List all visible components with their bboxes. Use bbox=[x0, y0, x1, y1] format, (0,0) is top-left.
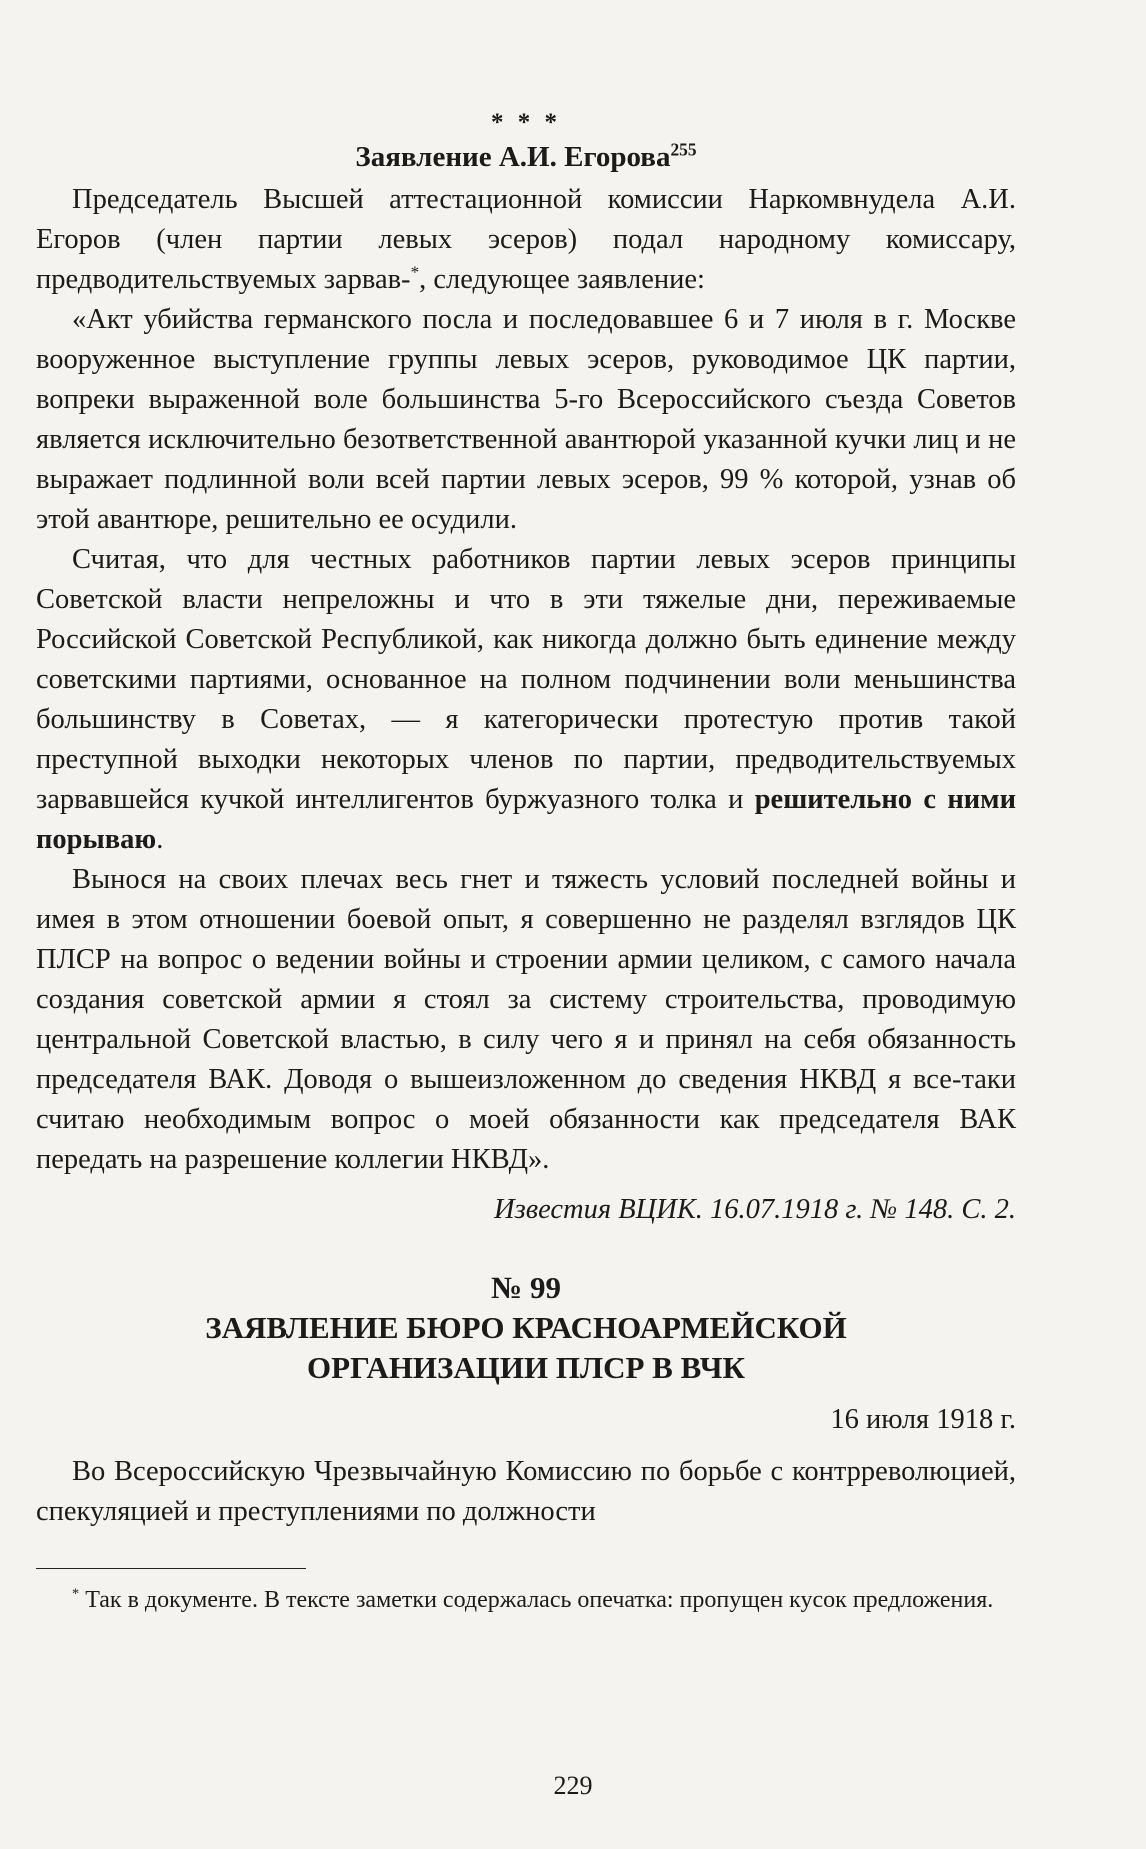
source-citation: Известия ВЦИК. 16.07.1918 г. № 148. С. 2. bbox=[494, 1194, 1016, 1225]
intro-paragraph bbox=[36, 180, 1016, 300]
page-number: 229 bbox=[553, 1771, 593, 1800]
document-number: № 99 bbox=[491, 1270, 561, 1305]
statement-paragraph-1: «Акт убийства германского посла и последовавшее 6 и 7 июля в г. Москве вооруженное выступление группы левых эсеров, руководимое ЦК партии, вопреки выраженной воле большинства 5-го Всероссийского съезда Советов является исключительно безответственной авантюрой указанной кучки лиц и не выражает подлинной воли всей партии левых эсеров, 99 % которой, узнав об этой авантюре, решительно ее осудили. bbox=[36, 304, 1016, 535]
statement-paragraph-2-text: Считая, что для честных работников партии левых эсеров принципы Советской власти непреложны и что в эти тяжелые дни, переживаемые Российской Советской Республикой, как никогда должно быть единение между советскими партиями, основанное на полном подчинении воли меньшинства большинству в Советах, — я категорически протестую против такой преступной выходки некоторых членов по партии, предводительствуемых зарвавшейся кучкой интеллигентов буржуазного толка и bbox=[36, 544, 1016, 815]
section-title-text: Заявление А.И. Егорова bbox=[355, 141, 671, 173]
intro-text: Председатель Высшей аттестационной комиссии Наркомвнудела А.И. Егоров (член партии левых эсеров) подал народному комиссару, предводительствуемых зарвав- bbox=[36, 184, 1016, 295]
footnote bbox=[36, 1583, 1016, 1617]
footnote-rule bbox=[36, 1568, 306, 1569]
document-address: Во Всероссийскую Чрезвычайную Комиссию по борьбе с контрреволюцией, спекуляцией и преступлениями по должности bbox=[36, 1456, 1016, 1527]
section-separator: * * * bbox=[491, 109, 561, 136]
document-title bbox=[36, 1308, 1016, 1388]
document-title-line-2: ОРГАНИЗАЦИИ ПЛСР В ВЧК bbox=[307, 1350, 745, 1385]
intro-footnote-mark: * bbox=[410, 262, 420, 282]
document-title-line-1: ЗАЯВЛЕНИЕ БЮРО КРАСНОАРМЕЙСКОЙ bbox=[205, 1310, 847, 1345]
footnote-mark: * bbox=[72, 1586, 80, 1602]
statement-paragraph-2-end: . bbox=[156, 824, 164, 855]
statement-paragraph-2 bbox=[36, 540, 1016, 860]
document-date: 16 июля 1918 г. bbox=[830, 1404, 1016, 1435]
section-title bbox=[36, 138, 1016, 176]
statement-emphasis: решительно с ними порываю bbox=[36, 784, 1017, 855]
statement-paragraph-3: Вынося на своих плечах весь гнет и тяжесть условий последней войны и имея в этом отношении боевой опыт, я совершенно не разделял взглядов ЦК ПЛСР на вопрос о ведении войны и строении армии целиком, с самого начала создания советской армии я стоял за систему строительства, проводимую центральной Советской властью, в силу чего я и принял на себя обязанность председателя ВАК. Доводя о вышеизложенном до сведения НКВД я все-таки считаю необходимым вопрос о моей обязанности как председателя ВАК передать на разрешение коллегии НКВД». bbox=[36, 864, 1016, 1175]
section-title-note: 255 bbox=[670, 139, 697, 160]
intro-text-end: , следующее заявление: bbox=[419, 264, 705, 295]
footnote-text: Так в документе. В тексте заметки содержалась опечатка: пропущен кусок предложения. bbox=[79, 1587, 994, 1613]
page-content bbox=[36, 108, 1016, 1617]
